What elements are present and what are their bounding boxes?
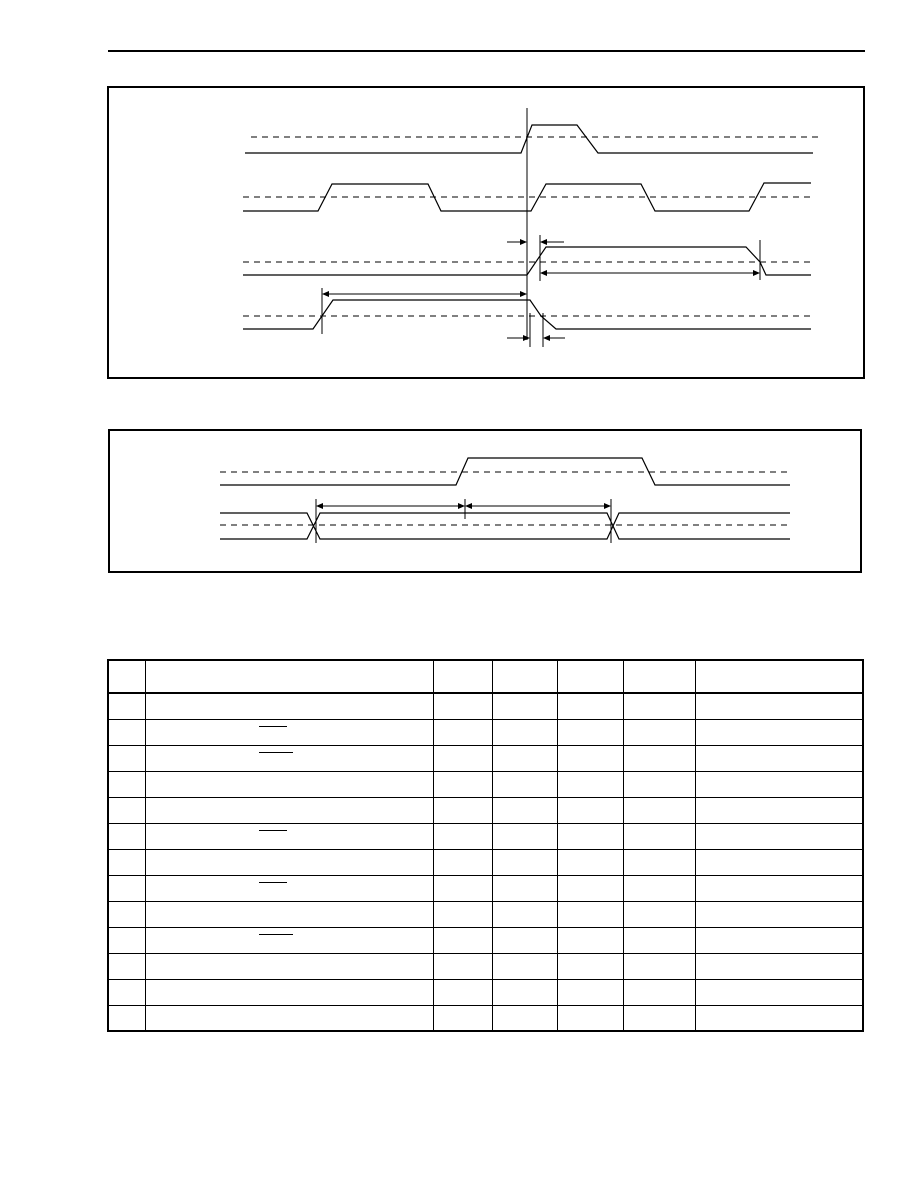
table-cell	[695, 849, 863, 875]
table-cell	[108, 901, 145, 927]
table-cell	[108, 771, 145, 797]
timing-diagram-2-graphic	[110, 431, 864, 575]
table-row	[108, 719, 863, 745]
table-cell	[623, 771, 695, 797]
table-cell	[145, 823, 433, 849]
table-cell	[623, 797, 695, 823]
table-cell	[145, 719, 433, 745]
table-cell	[623, 979, 695, 1005]
table-cell	[108, 1005, 145, 1031]
table-cell	[145, 901, 433, 927]
table-cell	[145, 953, 433, 979]
overbar-mark	[259, 752, 293, 753]
table-row	[108, 927, 863, 953]
table-cell	[492, 1005, 557, 1031]
table-cell	[145, 797, 433, 823]
table-row	[108, 797, 863, 823]
overbar-mark	[259, 726, 287, 727]
table-cell	[695, 927, 863, 953]
table-cell	[433, 875, 492, 901]
table-cell	[557, 953, 623, 979]
table-cell	[557, 823, 623, 849]
table-cell	[492, 745, 557, 771]
overbar-mark	[259, 882, 287, 883]
overbar-mark	[259, 934, 293, 935]
table-cell	[492, 771, 557, 797]
table-cell	[623, 953, 695, 979]
header-rule	[108, 50, 865, 52]
table-row	[108, 979, 863, 1005]
table-cell	[492, 719, 557, 745]
timing-diagram-2	[108, 429, 862, 573]
table-cell	[492, 979, 557, 1005]
header-cell	[433, 660, 492, 693]
table-cell	[557, 745, 623, 771]
table-cell	[492, 875, 557, 901]
table-cell	[108, 823, 145, 849]
table-cell	[145, 849, 433, 875]
table-cell	[145, 1005, 433, 1031]
table-cell	[695, 1005, 863, 1031]
overbar-mark	[259, 830, 287, 831]
table-cell	[433, 901, 492, 927]
table-cell	[695, 771, 863, 797]
table-cell	[695, 823, 863, 849]
table-cell	[108, 953, 145, 979]
table-cell	[695, 719, 863, 745]
table-cell	[145, 927, 433, 953]
table-cell	[695, 745, 863, 771]
table-cell	[492, 823, 557, 849]
table-cell	[108, 797, 145, 823]
table-cell	[433, 979, 492, 1005]
table-cell	[557, 771, 623, 797]
table-cell	[433, 823, 492, 849]
header-cell	[557, 660, 623, 693]
table-cell	[557, 693, 623, 719]
table-row	[108, 823, 863, 849]
table-row	[108, 849, 863, 875]
table-cell	[695, 797, 863, 823]
table-cell	[623, 875, 695, 901]
table-cell	[557, 797, 623, 823]
table-cell	[623, 693, 695, 719]
timing-spec-table	[107, 659, 864, 1032]
table-cell	[108, 745, 145, 771]
table-cell	[623, 745, 695, 771]
table-cell	[145, 693, 433, 719]
table-cell	[557, 979, 623, 1005]
table-cell	[145, 979, 433, 1005]
header-cell	[623, 660, 695, 693]
table-cell	[433, 849, 492, 875]
table-cell	[623, 849, 695, 875]
table-cell	[557, 901, 623, 927]
table-cell	[145, 745, 433, 771]
table-cell	[108, 979, 145, 1005]
table-row	[108, 771, 863, 797]
table-row	[108, 693, 863, 719]
header-cell	[492, 660, 557, 693]
table-cell	[108, 875, 145, 901]
table-cell	[557, 1005, 623, 1031]
table-cell	[108, 693, 145, 719]
clock-waveform	[220, 458, 790, 485]
table-cell	[557, 927, 623, 953]
timing-diagram-1	[107, 86, 865, 379]
table-cell	[623, 901, 695, 927]
table-cell	[492, 693, 557, 719]
table-cell	[695, 953, 863, 979]
table-cell	[108, 927, 145, 953]
table-cell	[695, 875, 863, 901]
header-cell	[695, 660, 863, 693]
table-cell	[695, 693, 863, 719]
table-cell	[433, 719, 492, 745]
header-cell	[108, 660, 145, 693]
table-row	[108, 953, 863, 979]
timing-dimension-arrows-2	[316, 503, 611, 509]
timing-reference-lines	[322, 108, 760, 347]
table-cell	[492, 953, 557, 979]
table-cell	[145, 771, 433, 797]
table-cell	[492, 927, 557, 953]
table-cell	[623, 927, 695, 953]
timing-diagram-1-graphic	[109, 88, 867, 381]
table-cell	[623, 823, 695, 849]
table-cell	[557, 875, 623, 901]
table-cell	[623, 719, 695, 745]
signal-1-waveform	[245, 125, 821, 153]
table-cell	[433, 927, 492, 953]
table-cell	[492, 849, 557, 875]
table-cell	[492, 797, 557, 823]
table-cell	[492, 901, 557, 927]
table-cell	[557, 719, 623, 745]
table-cell	[433, 953, 492, 979]
table-cell	[695, 979, 863, 1005]
table-row	[108, 1005, 863, 1031]
table-row	[108, 745, 863, 771]
table-row	[108, 901, 863, 927]
table-cell	[433, 771, 492, 797]
table-cell	[145, 875, 433, 901]
table-cell	[108, 719, 145, 745]
data-bus-waveform	[220, 513, 790, 539]
table-cell	[557, 849, 623, 875]
header-cell	[145, 660, 433, 693]
table-header-row	[108, 660, 863, 693]
table-cell	[433, 1005, 492, 1031]
table-cell	[433, 797, 492, 823]
table-cell	[433, 745, 492, 771]
table-cell	[695, 901, 863, 927]
table-cell	[623, 1005, 695, 1031]
table-cell	[433, 693, 492, 719]
table-row	[108, 875, 863, 901]
table-cell	[108, 849, 145, 875]
